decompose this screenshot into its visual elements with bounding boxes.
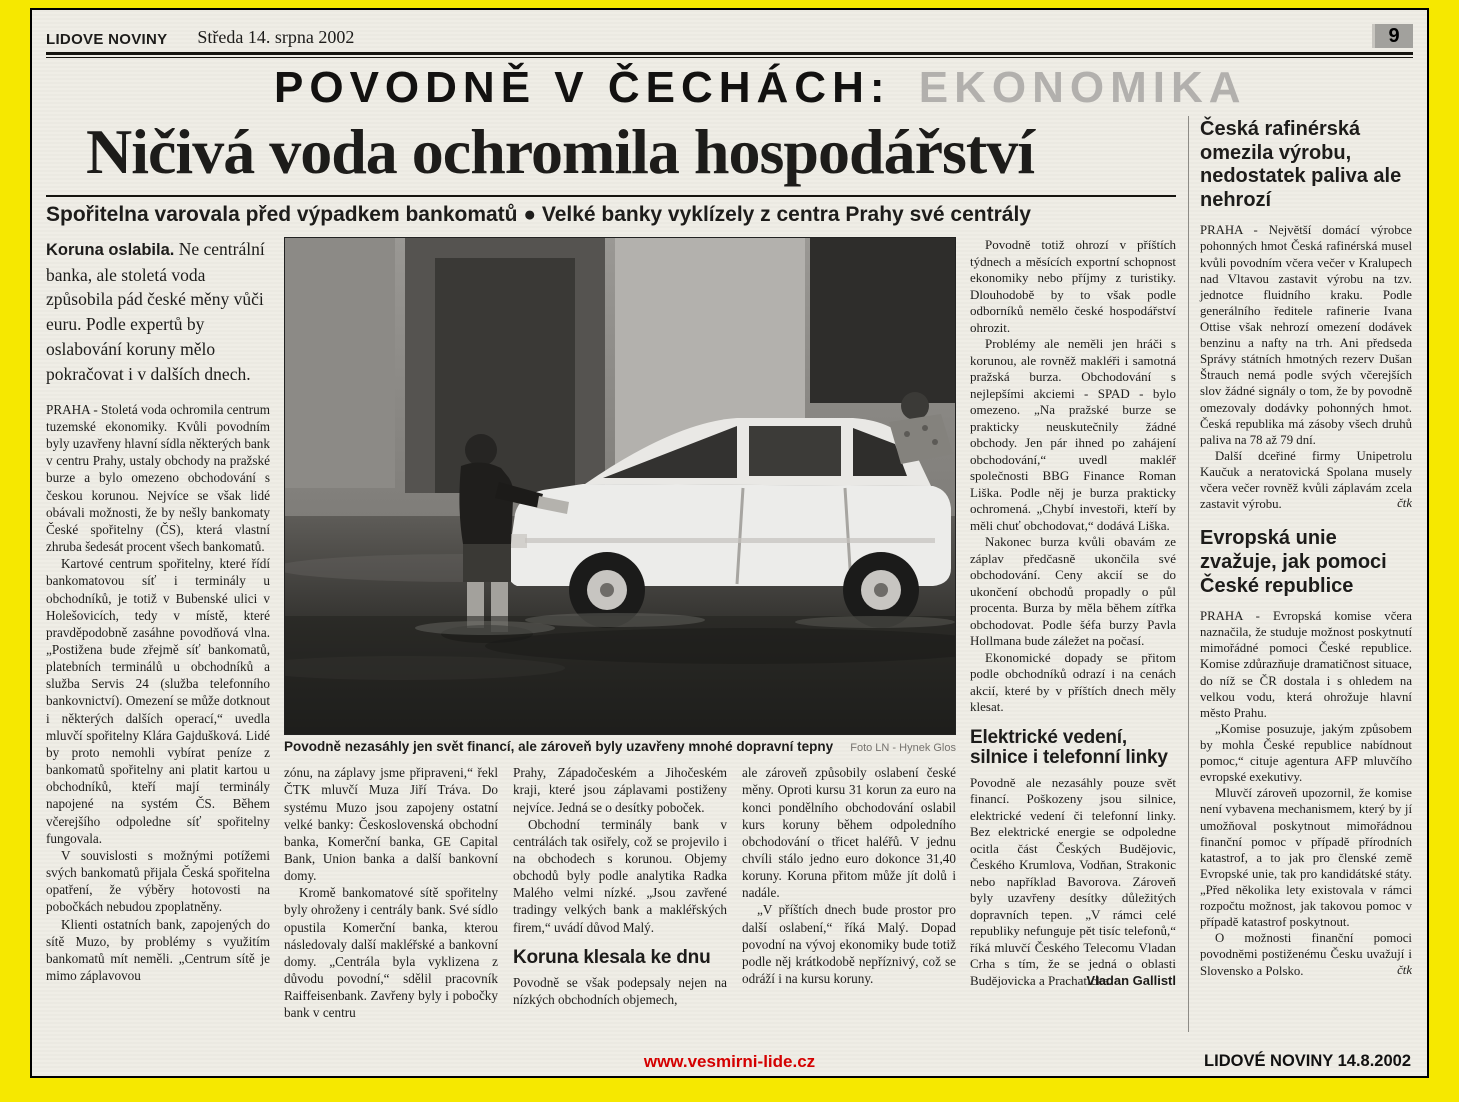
body-paragraph: Mluvčí zároveň upozornil, že komise není vybavena mechanismem, který by jí umožňoval poskytnout mimořádnou finanční pomoc v případě přírodních katastrof, a to jak pro členské země Evropské unie, tak pro kandidátské státy. „Před několika lety existovala v rámci rozpočtu možnost, jak takovou pomoc v případě katastrof poskytnout.	[1200, 786, 1412, 930]
body-paragraph: V souvislosti s možnými potížemi svých bankomatů přijala Česká spořitelna opatření, že výběry hotovosti na pobočkách nebudou zpoplatněny.	[46, 847, 270, 915]
page-title: Ničivá voda ochromila hospodářství	[86, 116, 1034, 187]
body-paragraph: Ekonomické dopady se přitom podle obchodníků odrazí i na cenách akcií, které by v příštích dnech měly klesat.	[970, 649, 1176, 715]
sidebar-article-eu	[1200, 527, 1412, 977]
section-banner-subsection: EKONOMIKA	[918, 63, 1247, 112]
body-paragraph: Povodně ale nezasáhly pouze svět financí. Poškozeny jsou silnice, elektrické vedení či telefonní linky. Bez elektrické energie se odpoledne ocitla část Českých Budějovic, Českého Krumlova, Vodňan, Strakonic nebo například Bavorova. Zároveň byly uzavřeny desítky důležitých dopravních tepen. „V rámci celé republiky nefunguje pět tisíc telefonů,“ říká mluvčí Českého Telecomu Vladan Crha s tím, že se jedná o oblasti Budějovicka a Prachaticka.	[970, 774, 1176, 988]
body-paragraph: Prahy, Západočeském a Jihočeském kraji, které jsou záplavami postiženy nejvíce. Jedná se o desítky poboček.	[513, 765, 727, 815]
body-paragraph: PRAHA - Největší domácí výrobce pohonných hmot Česká rafinérská musel kvůli povodním včera večer v Kralupech nad Vltavou zastavit výrobu na tzv. jednotce fluidního kraku. Podle generálního ředitele rafinerie Ivana Ottise však nehrozí omezení dodávek benzinu a nafty na trh. Ani předseda Správy státních hmotných rezerv Dušan Štrauch nemá podle svých včerejších slov žádné signály o tom, že by povodně omezovaly dodávky pohonných hmot. Česká republika má zásoby všech druhů paliva na 78 až 79 dní.	[1200, 223, 1412, 447]
photo-block	[284, 237, 956, 754]
byline: Vladan Gallistl	[1086, 973, 1176, 989]
lead-paragraph	[46, 237, 270, 387]
body-paragraph: Kartové centrum spořitelny, které řídí bankomatovou síť i terminály u obchodníků, je totiž v Bubenské ulici v Holešovicích, tedy v místě, které pravděpodobně zasáhne povodňová vlna. „Postižena bude zřejmě síť bankomatů, platebních terminálů u obchodníků a služba Servis 24 (služba telefonního bankovnictví). Omezení se může dotknout i některých dalších operací,“ uvedla mluvčí spořitelny Klára Gajdušková. Lidé by proto nemohli vybírat peníze z bankomatů spořitelny ani platit kartou u obchodníků, kteří mají terminály napojené na systém ČS. Během včerejšího odpoledne síť spořitelny fungovala.	[46, 556, 270, 846]
body-paragraph: „Komise posuzuje, jakým způsobem by mohla České republice nabídnout pomoc,“ cituje agentura AFP mluvčího evropské exekutivy.	[1200, 721, 1412, 785]
body-paragraph: Povodně se však podepsaly nejen na nízkých obchodních objemech,	[513, 975, 727, 1008]
body-paragraph: ale zároveň způsobily oslabení české měny. Oproti kursu 31 korun za euro na konci pondělního obchodování oslabil kurs koruny během odpoledního obchodování o třicet haléřů. V jednu chvíli stálo jedno euro dokonce 31,40 koruny. Koruna přitom může jít dolů i nadále.	[742, 765, 956, 901]
agency-signature: čtk	[1397, 962, 1412, 977]
body-paragraph: O možnosti finanční pomoci povodněmi postiženému Česku uvažují i Slovensko a Polsko.	[1200, 931, 1412, 978]
article-column-5	[970, 237, 1176, 1035]
photo-caption: Povodně nezasáhly jen svět financí, ale zároveň byly uzavřeny mnohé dopravní tepny	[284, 739, 834, 755]
lead-text: Ne centrální banka, ale stoletá voda způsobila pád české měny vůči euru. Podle expertů by oslabování koruny mělo pokračovat i v dalších dnech.	[46, 239, 265, 384]
sidebar-headline: Česká rafinérská omezila výrobu, nedostatek paliva ale nehrozí	[1200, 118, 1402, 211]
page-number: 9	[1375, 24, 1413, 48]
photo-credit: Foto LN - Hynek Glos	[850, 742, 956, 755]
body-paragraph: Klienti ostatních bank, zapojených do sítě Muzo, by problémy s využitím bankomatů mít neměli. „Centrum sítě je mimo záplavovou	[46, 916, 270, 983]
body-paragraph: Další dceřiné firmy Unipetrolu Kaučuk a neratovická Spolana musely včera večer rovněž kvůli záplavám zcela zastavit výrobu.	[1200, 448, 1412, 512]
body-paragraph: PRAHA - Stoletá voda ochromila centrum tuzemské ekonomiky. Kvůli povodním byly uzavřeny hlavní sídla některých bank v centru Prahy, ustaly obchody na pražské burze a bylo omezeno obchodování s českou korunou. Nejvíce se však lidé obávali možnosti, že by nešly bankomaty České spořitelny (ČS), která vlastní zhruba šedesát procent všech bankomatů.	[46, 401, 270, 555]
page-footer	[32, 1052, 1427, 1074]
masthead-rule	[46, 52, 1413, 58]
section-banner	[274, 63, 1413, 112]
lead-bold: Koruna oslabila.	[46, 241, 175, 260]
masthead	[46, 18, 1413, 48]
article-column-3	[513, 764, 727, 1022]
body-paragraph: zónu, na záplavy jsme připraveni,“ řekl ČTK mluvčí Muza Jiří Tráva. Do systému Muzo jsou zapojeny ostatní velké banky: Československá obchodní banka, Komerční banka, GE Capital Bank, Union banka a další bankovní domy.	[284, 765, 498, 884]
body-paragraph: „V příštích dnech bude prostor pro další oslabení,“ říká Malý. Dopad povodní na vývoj ekonomiky bude totiž podle něj krátkodobě nepříznivý, což se odráží i na kursu koruny.	[742, 902, 956, 987]
flood-photo	[284, 237, 956, 735]
crosshead-elektricke: Elektrické vedení, silnice i telefonní linky	[970, 726, 1168, 769]
sidebar-article-rafinerska	[1200, 118, 1412, 511]
main-article	[46, 116, 1176, 1035]
body-paragraph: Obchodní terminály bank v centrálách tak osiřely, což se projevilo i na obchodech s korunou. Objemy obchodů byly podle analytika Radka Malého velmi nízké. „Jsou zavřené tradingy velkých bank a makléřských firem,“ uvádí důvod Malý.	[513, 816, 727, 935]
paper-name: LIDOVE NOVINY	[46, 31, 168, 48]
website-link[interactable]: www.vesmirni-lide.cz	[643, 1052, 816, 1071]
body-paragraph: PRAHA - Evropská komise včera naznačila, že studuje možnost poskytnutí mimořádné pomoci České republice. Komise zdůrazňuje dramatičnost situace, do níž se ČR dostala i s ohledem na velkou vodu, která ohrožuje hlavní město Prahu.	[1200, 609, 1412, 720]
subheadline: Spořitelna varovala před výpadkem bankomatů ● Velké banky vyklízely z centra Prahy své centrály	[46, 195, 1176, 227]
newspaper-page	[30, 8, 1429, 1078]
body-paragraph: Povodně totiž ohrozí v příštích týdnech a měsících exportní schopnost ekonomiky nebo příjmy z turistiky. Dlouhodobě by to však podle odborníků nemělo české hospodářství ohrozit.	[970, 237, 1176, 335]
sidebar-headline: Evropská unie zvažuje, jak pomoci České republice	[1200, 527, 1387, 597]
body-paragraph: Problémy ale neměli jen hráči s korunou, ale rovněž makléři i samotná pražská burza. Obchodování s nejlepšími akciemi - SPAD - bylo omezeno. „Na pražské burze se prakticky neuskutečnily žádné obchody. Jen pár ihned po zahájení obchodování,“ uvedl makléř společnosti BBG Finance Roman Liška. Podle něj je burza prakticky ochromená. „Chybí investoři, kteří by měli chuť obchodovat,“ dodává Liška.	[970, 336, 1176, 533]
sidebar-column	[1188, 116, 1412, 1032]
crosshead-koruna: Koruna klesala ke dnu	[513, 946, 711, 968]
body-paragraph: Nakonec burza kvůli obavám ze záplav předčasně ukončila své obchodování. Ceny akcií se do ukončení obchodů propadly o půl procenta. Burza by měla během zítřka obchodovat. Podle šéfa burzy Pavla Hollmana bude záležet na počasí.	[970, 534, 1176, 649]
article-column-2	[284, 764, 498, 1022]
source-credit: LIDOVÉ NOVINY 14.8.2002	[1204, 1052, 1411, 1070]
issue-date: Středa 14. srpna 2002	[197, 27, 355, 47]
article-column-4	[742, 764, 956, 1022]
agency-signature: čtk	[1397, 496, 1412, 511]
article-column-1	[46, 237, 270, 1035]
section-banner-title: POVODNĚ V ČECHÁCH:	[274, 63, 891, 112]
body-paragraph: Kromě bankomatové sítě spořitelny byly ohroženy i centrály bank. Své sídlo opustila Komerční banka, kterou následovaly další makléřské a bankovní domy. „Centrála byla vyklizena z důvodu povodní,“ sdělil pracovník Raiffeisenbank. Zavřeny byly i pobočky bank v centru	[284, 885, 498, 1021]
